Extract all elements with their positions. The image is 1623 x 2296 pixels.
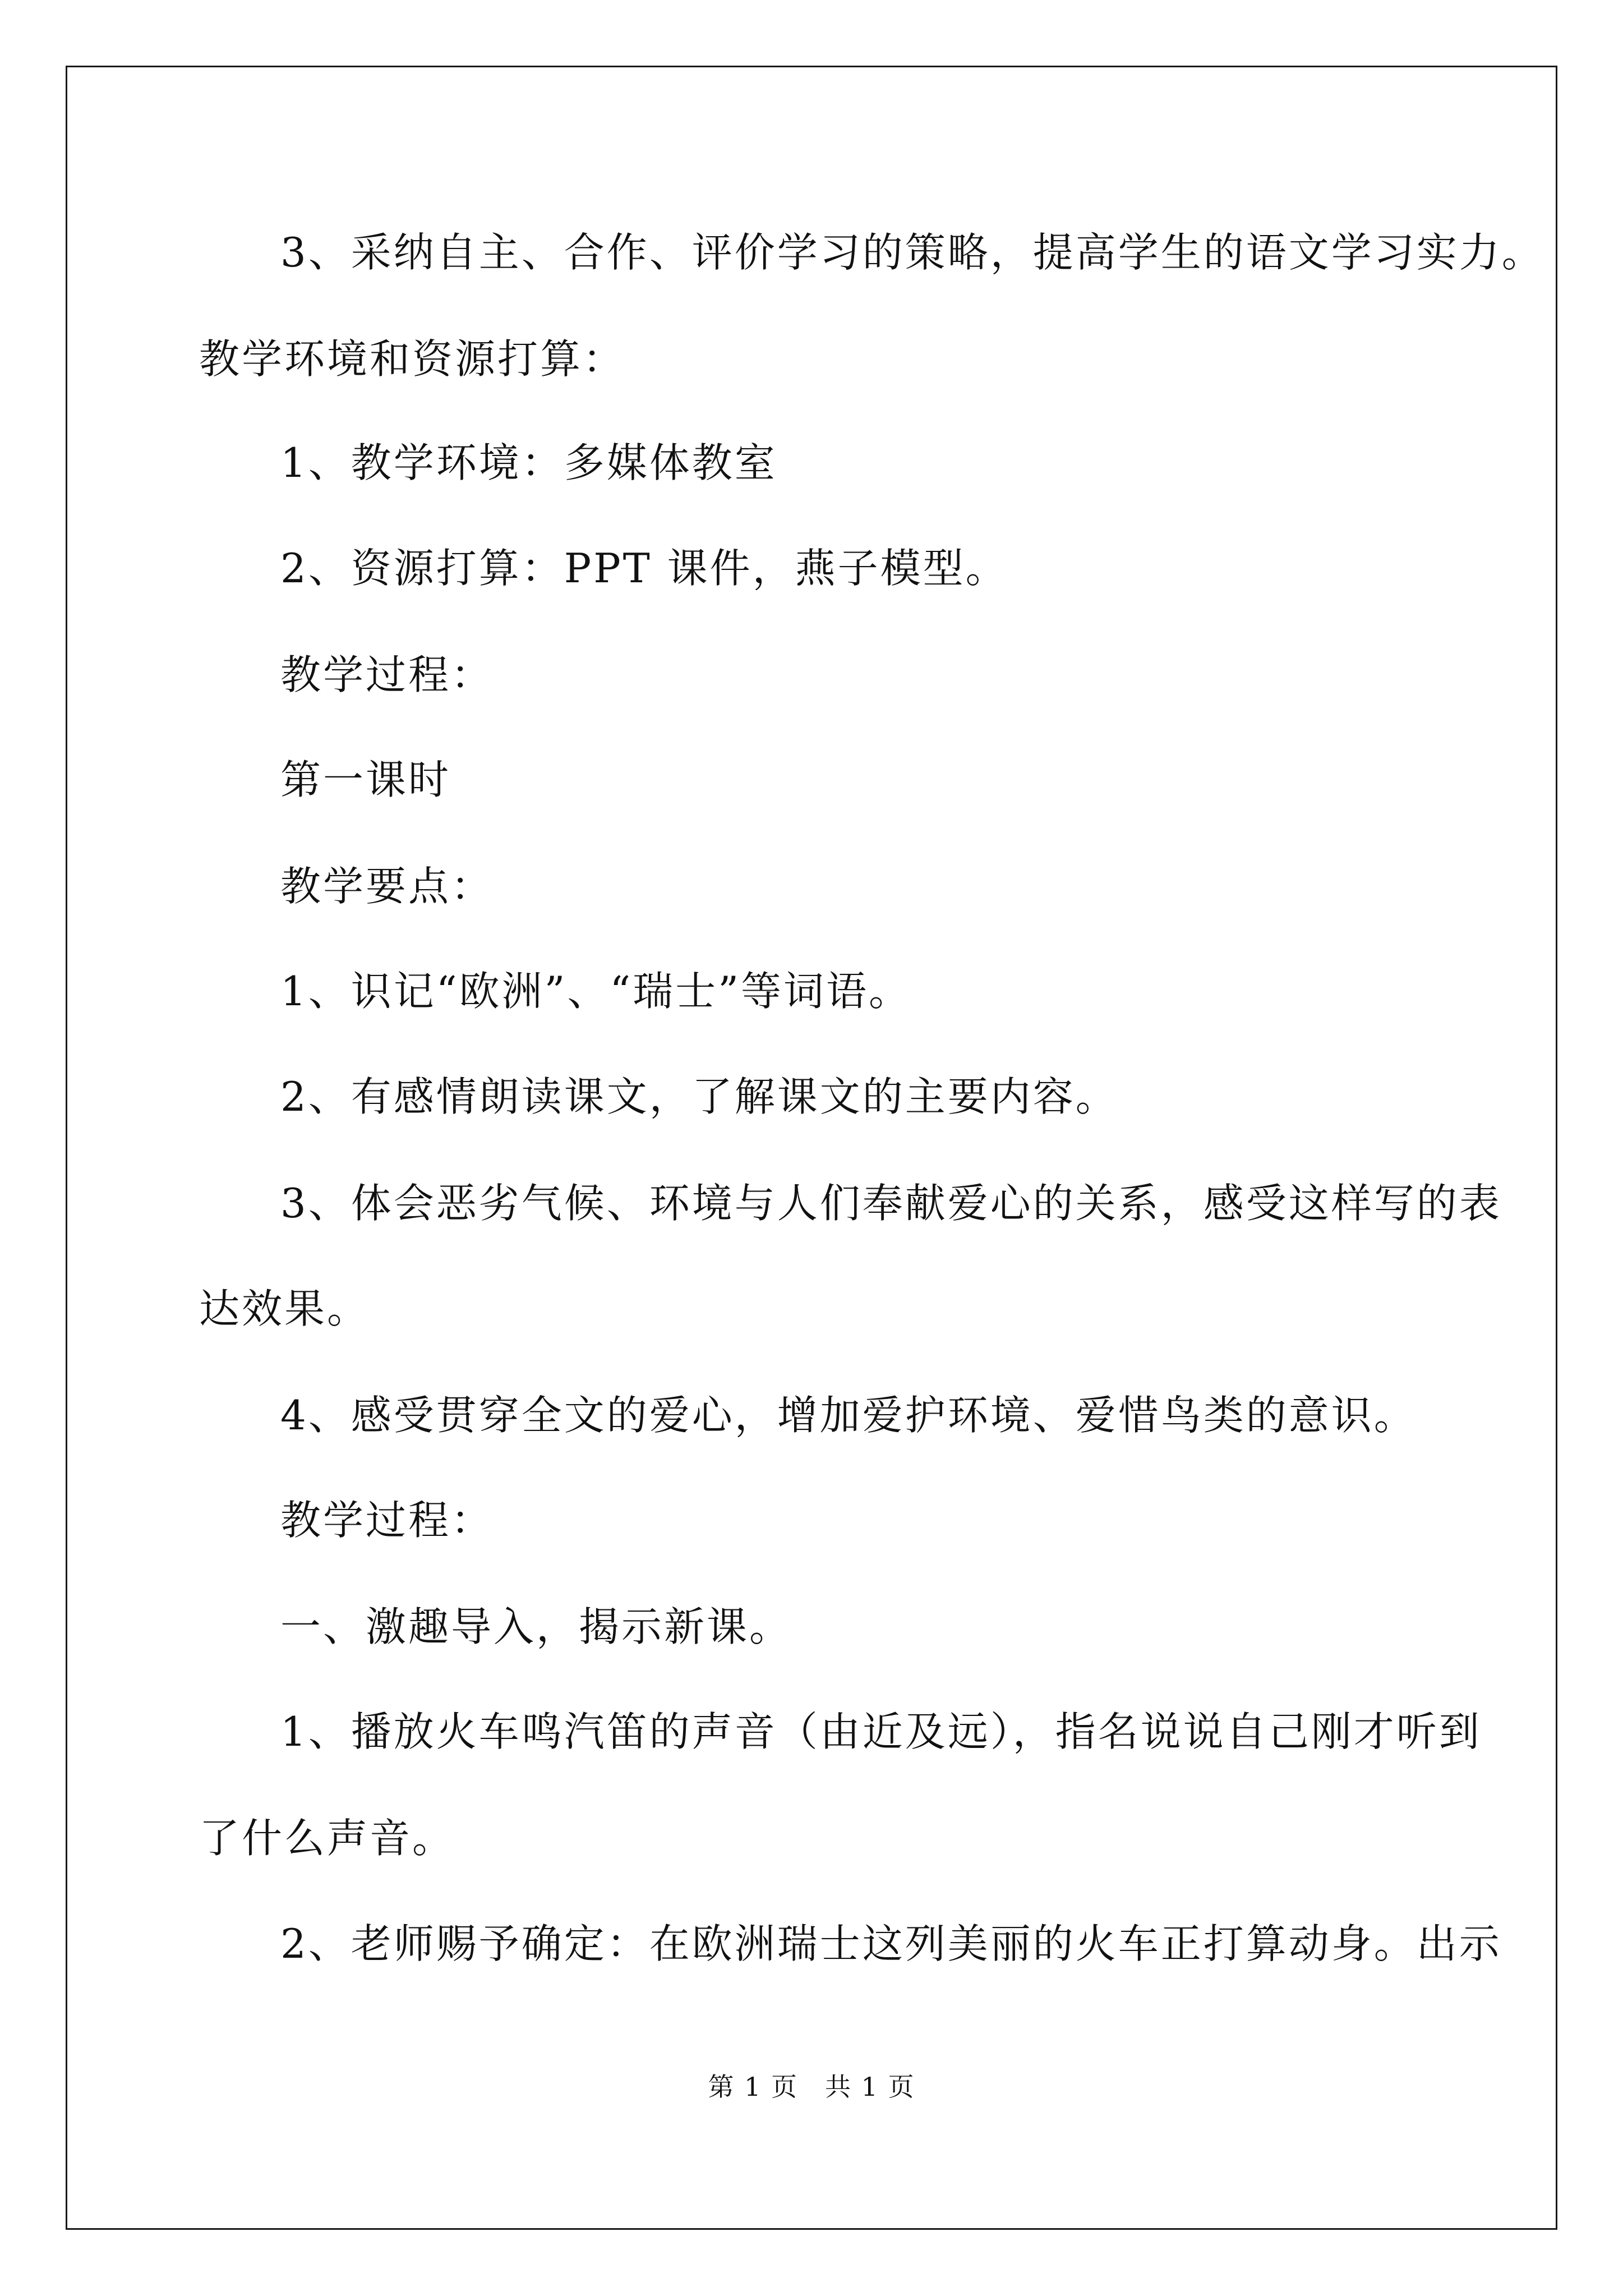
text-line: 4、感受贯穿全文的爱心，增加爱护环境、爱惜鸟类的意识。: [280, 1392, 1417, 1439]
text-line: 3、体会恶劣气候、环境与人们奉献爱心的关系，感受这样写的表: [280, 1180, 1502, 1227]
text-line: 1、播放火车鸣汽笛的声音（由近及远），指名说说自己刚才听到: [280, 1708, 1482, 1755]
text-line: 2、资源打算：PPT 课件，燕子模型。: [280, 545, 1008, 592]
section-heading: 教学环境和资源打算：: [199, 335, 626, 383]
page-border: [66, 66, 1557, 2230]
text-line: 1、教学环境：多媒体教室: [280, 439, 777, 486]
section-heading: 教学过程：: [280, 651, 494, 698]
text-line: 一、激趣导入，揭示新课。: [280, 1603, 792, 1650]
text-line: 2、有感情朗读课文，了解课文的主要内容。: [280, 1073, 1118, 1120]
text-line: 达效果。: [199, 1285, 370, 1332]
text-line: 3、采纳自主、合作、评价学习的策略，提高学生的语文学习实力。: [280, 229, 1544, 276]
section-heading: 第一课时: [280, 756, 451, 803]
text-line: 2、老师赐予确定：在欧洲瑞士这列美丽的火车正打算动身。出示: [280, 1920, 1502, 1967]
page-footer: 第 1 页 共 1 页: [708, 2072, 915, 2102]
text-line: 1、识记“欧洲”、“瑞士”等词语。: [280, 968, 912, 1015]
section-heading: 教学过程：: [280, 1497, 494, 1544]
text-line: 了什么声音。: [199, 1815, 455, 1862]
section-heading: 教学要点：: [280, 863, 494, 910]
